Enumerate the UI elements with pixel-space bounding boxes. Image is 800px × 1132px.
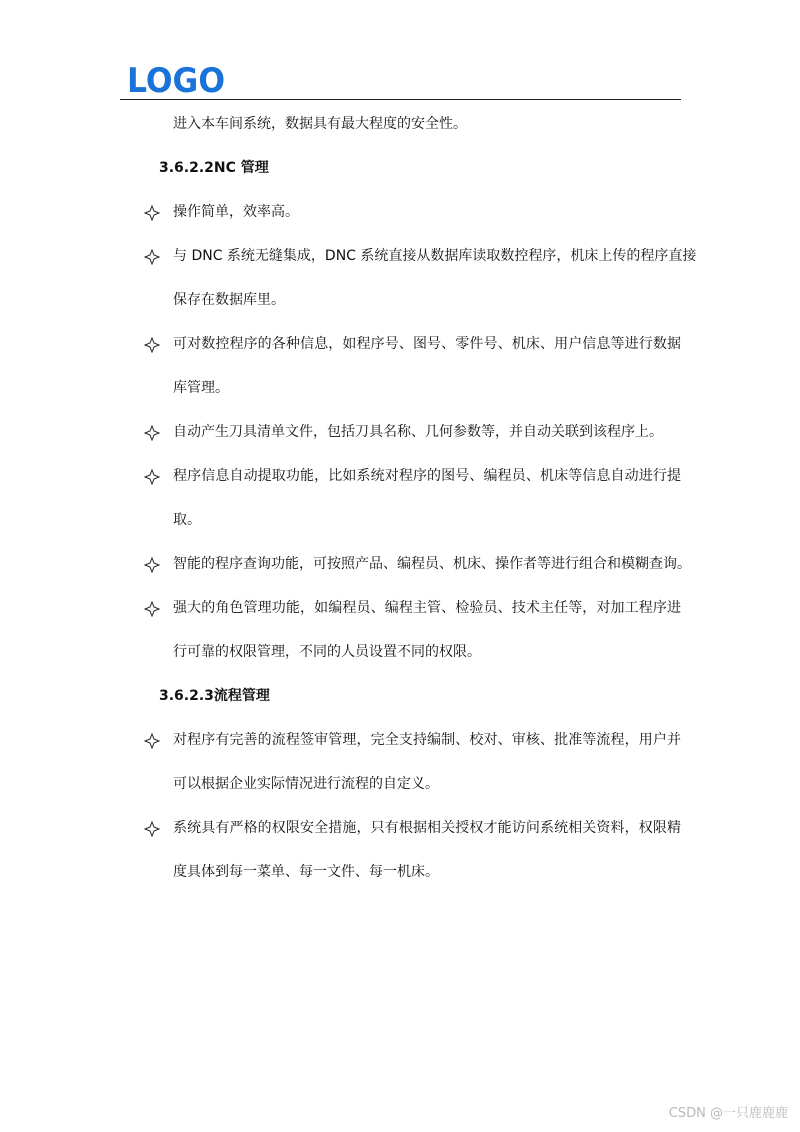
list-item: 操作简单，效率高。 <box>173 204 299 220</box>
bullet-icon <box>144 205 160 221</box>
list-item: 强大的角色管理功能，如编程员、编程主管、检验员、技术主任等，对加工程序进 <box>173 600 681 616</box>
bullet-icon <box>144 469 160 485</box>
bullet-icon <box>144 821 160 837</box>
list-item-continuation: 库管理。 <box>173 380 229 396</box>
header-divider <box>120 99 681 100</box>
section-heading-flow: 3.6.2.3流程管理 <box>159 688 270 704</box>
list-item-continuation: 取。 <box>173 512 201 528</box>
bullet-icon <box>144 557 160 573</box>
bullet-icon <box>144 337 160 353</box>
list-item-continuation: 保存在数据库里。 <box>173 292 285 308</box>
list-item-continuation: 度具体到每一菜单、每一文件、每一机床。 <box>173 864 439 880</box>
list-item: 系统具有严格的权限安全措施，只有根据相关授权才能访问系统相关资料，权限精 <box>173 820 681 836</box>
list-item-continuation: 行可靠的权限管理，不同的人员设置不同的权限。 <box>173 644 481 660</box>
logo-text: LOGO <box>127 62 225 96</box>
bullet-icon <box>144 733 160 749</box>
section-heading-nc: 3.6.2.2NC 管理 <box>159 160 269 176</box>
list-item: 对程序有完善的流程签审管理，完全支持编制、校对、审核、批准等流程，用户并 <box>173 732 681 748</box>
list-item: 程序信息自动提取功能，比如系统对程序的图号、编程员、机床等信息自动进行提 <box>173 468 681 484</box>
list-item: 智能的程序查询功能，可按照产品、编程员、机床、操作者等进行组合和模糊查询。 <box>173 556 691 572</box>
list-item: 自动产生刀具清单文件，包括刀具名称、几何参数等，并自动关联到该程序上。 <box>173 424 663 440</box>
bullet-icon <box>144 249 160 265</box>
list-item: 可对数控程序的各种信息，如程序号、图号、零件号、机床、用户信息等进行数据 <box>173 336 681 352</box>
bullet-icon <box>144 425 160 441</box>
watermark: CSDN @一只鹿鹿鹿 <box>668 1106 788 1121</box>
logo <box>127 62 227 96</box>
list-item: 与 DNC 系统无缝集成，DNC 系统直接从数据库读取数控程序，机床上传的程序直接 <box>173 248 697 264</box>
bullet-icon <box>144 601 160 617</box>
intro-line: 进入本车间系统，数据具有最大程度的安全性。 <box>173 116 467 132</box>
list-item-continuation: 可以根据企业实际情况进行流程的自定义。 <box>173 776 439 792</box>
